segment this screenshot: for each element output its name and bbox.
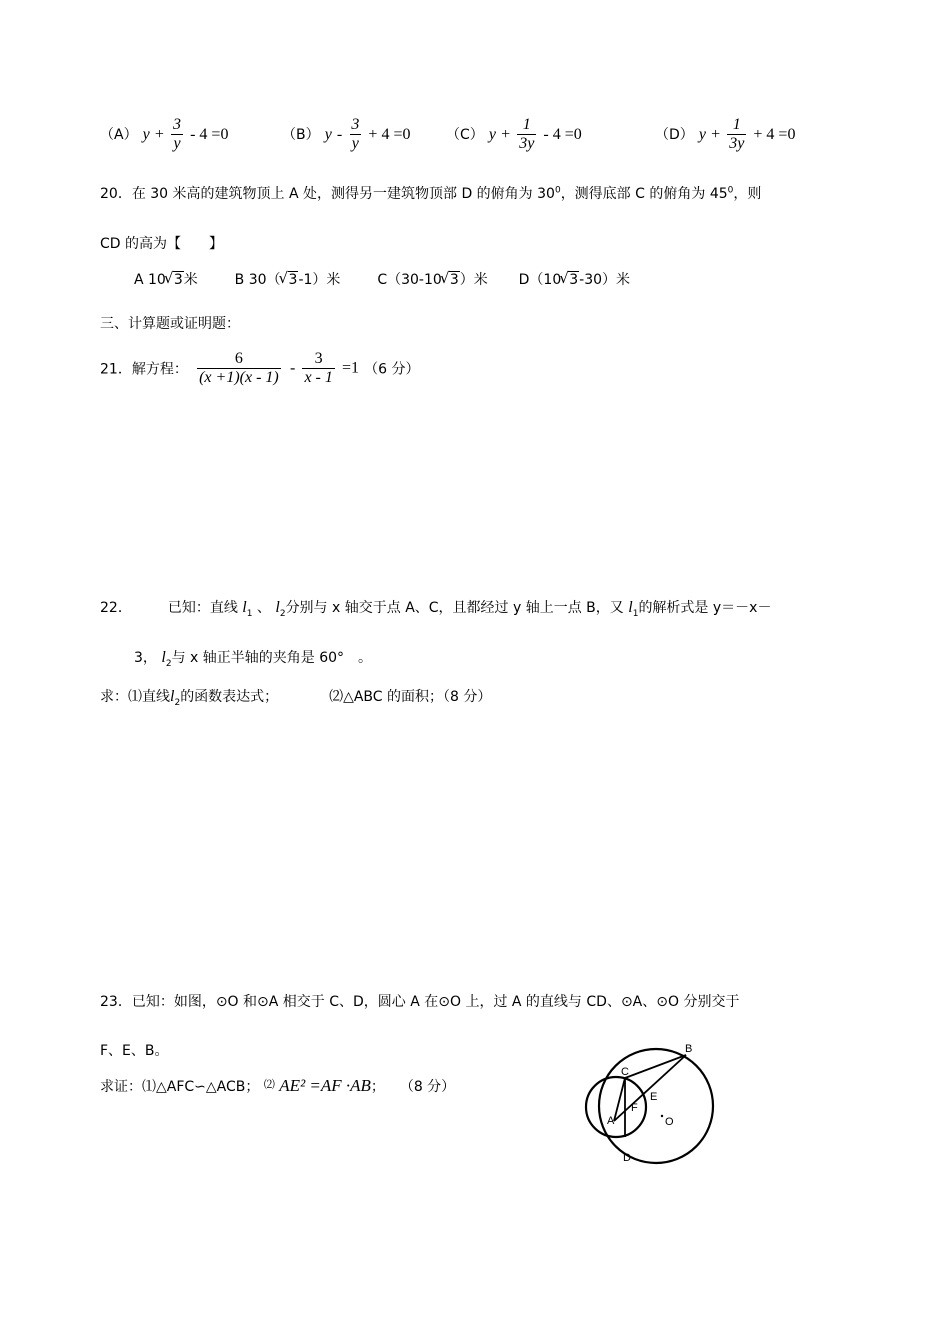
q19-option-a: （A） y + $\frac{3}{y}$ - 4 =0: [100, 116, 229, 152]
line-ca: [614, 1078, 625, 1121]
q19-option-b: （B） y - $\frac{3}{y}$ + 4 =0: [282, 116, 411, 152]
q19-option-c: （C） y + $\frac{1}{3y}$ - 4 =0: [446, 116, 582, 152]
q23-prove: 求证：⑴△AFC∽△ACB； ⑵ AE² =AF ·AB； （8 分）: [100, 1076, 456, 1095]
q20-line2: CD 的高为【 】: [100, 236, 224, 252]
q22-line2: 3， $l_2$与 x 轴正半轴的夹角是 60° 。: [134, 649, 373, 669]
q23-line1: 23．已知：如图，⊙O 和⊙A 相交于 C、D，圆心 A 在⊙O 上，过 A 的直线与 CD、⊙A、⊙O 分别交于: [100, 994, 740, 1010]
q19-option-d: （D） y + $\frac{1}{3y}$ + 4 =0: [655, 116, 796, 152]
q20-option-a: A 10√ 3米: [134, 272, 198, 288]
fraction-2: $\frac{3}{x - 1}$: [304, 350, 333, 386]
q20-option-d: D（10√ 3-30）米: [519, 272, 630, 288]
section-title: 三、计算题或证明题：: [100, 316, 240, 332]
q22-ask: 求：⑴直线$l_2$的函数表达式； ⑵△ABC 的面积；（8 分）: [100, 688, 492, 708]
label-e: E: [650, 1091, 658, 1103]
label-a: A: [607, 1115, 615, 1127]
q20-line1: 20．在 30 米高的建筑物顶上 A 处，测得另一建筑物顶部 D 的俯角为 $30^0$，测得底部 C 的俯角为 $45^0$，则: [100, 185, 762, 202]
point-o: [661, 1115, 663, 1117]
q20-options: [134, 269, 630, 289]
label-o: O: [665, 1116, 674, 1128]
q20-option-c: C（30-10√ 3）米: [377, 272, 487, 288]
fraction: $\frac{1}{3y}$: [519, 116, 535, 152]
label-f: F: [631, 1102, 638, 1114]
label-c: C: [621, 1066, 629, 1078]
circle-figure: [570, 1035, 740, 1170]
fraction-1: $\frac{6}{(x +1)(x - 1)}$: [199, 350, 279, 386]
fraction: $\frac{3}{y}$: [351, 116, 360, 152]
fraction: $\frac{3}{y}$: [173, 116, 181, 152]
q21: 21．解方程： $\frac{6}{(x +1)(x - 1)}$ - $\frac{3}{x - 1}$ =1 （6 分）: [100, 350, 420, 386]
line-cb: [625, 1055, 686, 1078]
q20-option-b: B 30（√ 3-1）米: [235, 272, 341, 288]
q22-line1: 22． 已知：直线 $l_1$ 、 $l_2$分别与 x 轴交于点 A、C，且都经过 y 轴上一点 B，又 $l_1$的解析式是 y＝－x－: [100, 599, 772, 619]
label-b: B: [685, 1043, 693, 1055]
fraction: $\frac{1}{3y}$: [729, 116, 745, 152]
label-d: D: [623, 1152, 631, 1164]
q23-line2: F、E、B。: [100, 1043, 169, 1059]
